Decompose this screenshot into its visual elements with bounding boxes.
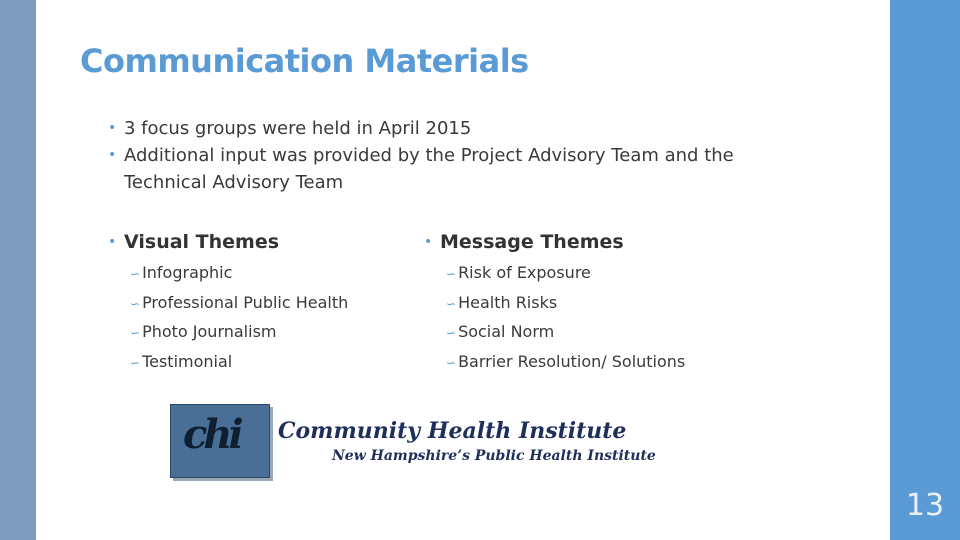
visual-themes-list: [130, 259, 348, 377]
slide-number: 13: [905, 488, 945, 523]
list-item-text: Health Risks: [458, 292, 558, 312]
intro-bullets: [108, 115, 748, 196]
bullet-item: [108, 142, 748, 196]
right-accent-bar: [890, 0, 960, 540]
list-item-text: Professional Public Health: [142, 292, 349, 312]
visual-themes-heading-text: Visual Themes: [124, 231, 280, 253]
sub-bullet-icon: ∽: [446, 355, 457, 370]
list-item: [446, 289, 685, 319]
visual-themes-column: [108, 228, 348, 377]
bullet-text: Additional input was provided by the Project Advisory Team and the Technical Advisory Team: [124, 145, 734, 193]
chi-logo-mark-box: [170, 404, 270, 478]
list-item-text: Infographic: [142, 263, 233, 282]
logo-organization-name: Community Health Institute: [278, 418, 627, 444]
sub-bullet-icon: ∽: [446, 267, 457, 281]
list-item: [130, 259, 348, 289]
list-item: [446, 348, 685, 378]
sub-bullet-icon: ∽: [130, 267, 141, 281]
chi-logo: [170, 404, 656, 480]
bullet-text: 3 focus groups were held in April 2015: [124, 118, 472, 139]
sub-bullet-icon: ∽: [130, 355, 141, 370]
bullet-dot-icon: •: [108, 147, 117, 163]
visual-themes-heading: [108, 228, 348, 256]
bullet-dot-icon: •: [108, 234, 117, 250]
list-item-text: Barrier Resolution/ Solutions: [458, 351, 686, 371]
list-item-text: Photo Journalism: [142, 322, 277, 342]
slide-title: Communication Materials: [80, 42, 529, 80]
bullet-dot-icon: •: [424, 234, 433, 250]
list-item-text: Risk of Exposure: [458, 263, 591, 282]
logo-tagline: New Hampshire’s Public Health Institute: [332, 448, 656, 464]
sub-bullet-icon: ∽: [130, 296, 141, 311]
list-item: [446, 318, 685, 348]
message-themes-heading: [424, 228, 685, 256]
bullet-item: [108, 115, 748, 142]
list-item: [130, 318, 348, 348]
message-themes-heading-text: Message Themes: [440, 231, 624, 253]
sub-bullet-icon: ∽: [446, 326, 457, 341]
left-accent-bar: [0, 0, 36, 540]
list-item-text: Social Norm: [458, 322, 555, 342]
list-item-text: Testimonial: [142, 351, 233, 371]
bullet-dot-icon: •: [108, 120, 117, 136]
chi-logo-mark: chi: [183, 411, 240, 458]
message-themes-list: [446, 259, 685, 377]
list-item: [130, 289, 348, 319]
sub-bullet-icon: ∽: [446, 296, 457, 311]
list-item: [130, 348, 348, 378]
sub-bullet-icon: ∽: [130, 326, 141, 341]
list-item: [446, 259, 685, 289]
message-themes-column: [424, 228, 685, 377]
